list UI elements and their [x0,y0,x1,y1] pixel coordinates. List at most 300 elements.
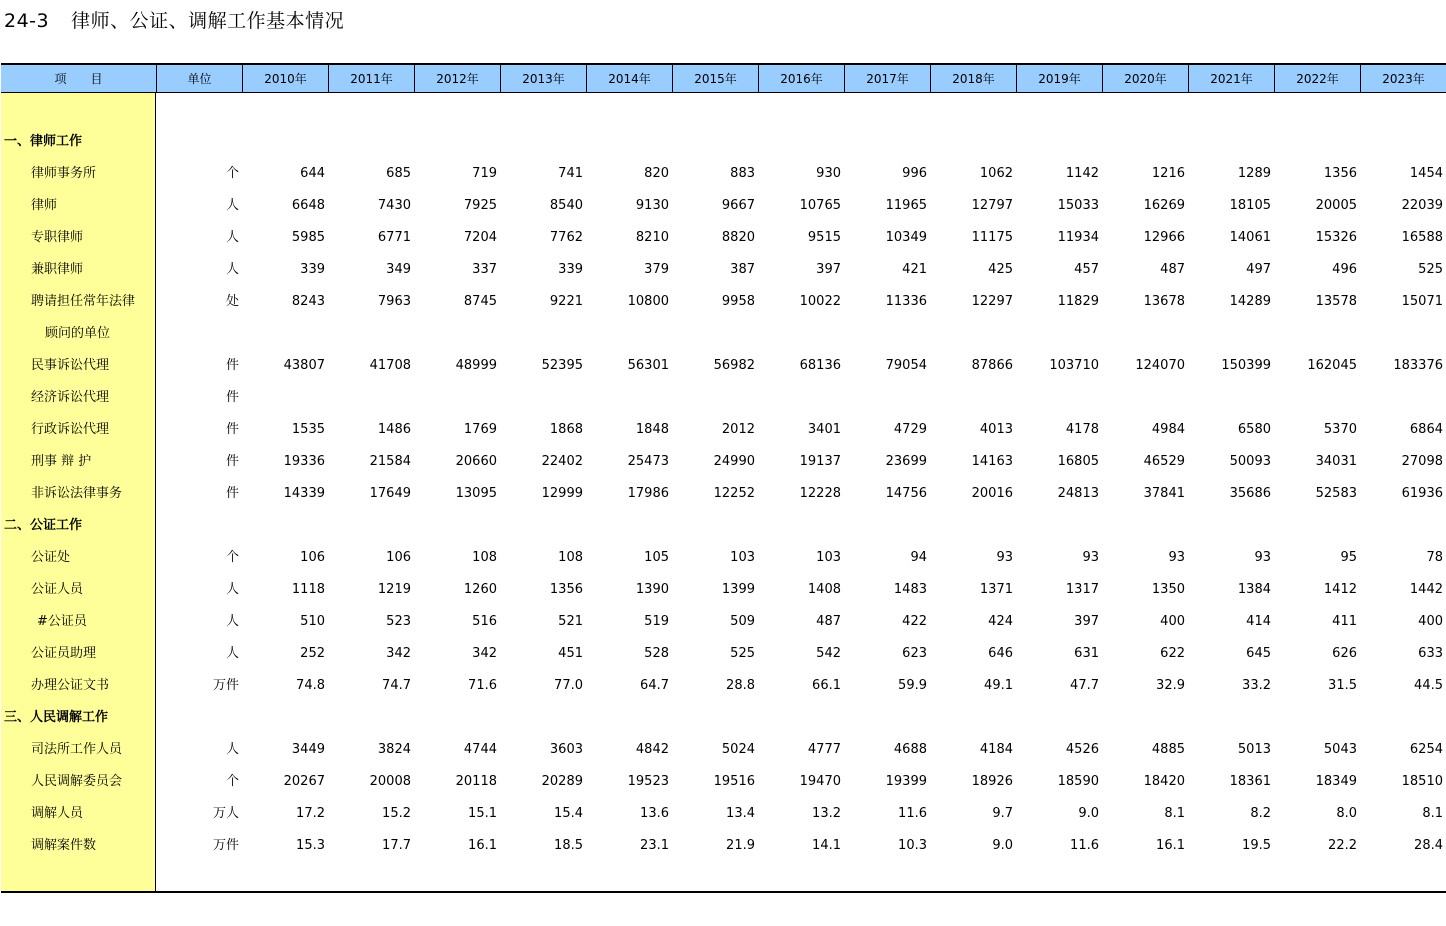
row-value: 525 [1418,262,1443,277]
row-value: 20267 [283,774,325,789]
row-value: 5024 [721,742,755,757]
row-value: 4744 [463,742,497,757]
row-value: 74.8 [296,678,325,693]
header-year: 2016年 [758,65,844,93]
row-value: 19399 [885,774,927,789]
row-value: 18105 [1229,198,1271,213]
row-value: 1769 [463,422,497,437]
row-value: 14756 [885,486,927,501]
section-row [1,510,1446,542]
row-value: 74.7 [382,678,411,693]
header-year: 2021年 [1188,65,1274,93]
row-value: 645 [1246,646,1271,661]
row-value: 6864 [1409,422,1443,437]
table-row [1,478,1446,510]
header-year: 2018年 [930,65,1016,93]
row-value: 3401 [807,422,841,437]
row-value: 8820 [721,230,755,245]
row-value: 7963 [377,294,411,309]
table-row [1,190,1446,222]
row-value: 18.5 [554,838,583,853]
row-value: 103710 [1049,358,1099,373]
header-year: 2010年 [242,65,328,93]
row-value: 1454 [1409,166,1443,181]
row-value: 379 [644,262,669,277]
row-unit: 人 [225,742,239,757]
row-value: 9221 [549,294,583,309]
row-value: 1384 [1237,582,1271,597]
row-value: 8.1 [1164,806,1185,821]
row-unit: 人 [225,230,239,245]
table-row [1,222,1446,254]
row-value: 3603 [549,742,583,757]
row-value: 685 [386,166,411,181]
row-value: 542 [816,646,841,661]
row-value: 17649 [369,486,411,501]
row-value: 3449 [291,742,325,757]
row-value: 12797 [971,198,1013,213]
row-value: 19137 [799,454,841,469]
row-value: 1535 [291,422,325,437]
row-value: 32.9 [1156,678,1185,693]
data-table [1,63,1446,893]
row-value: 21584 [369,454,411,469]
row-value: 28.8 [726,678,755,693]
row-value: 103 [730,550,755,565]
row-value: 1350 [1151,582,1185,597]
row-value: 626 [1332,646,1357,661]
row-value: 8.0 [1336,806,1357,821]
row-unit: 个 [225,774,239,789]
row-value: 4842 [635,742,669,757]
row-value: 43807 [283,358,325,373]
section-label: 一、律师工作 [4,134,83,149]
row-value: 424 [988,614,1013,629]
row-value: 15326 [1315,230,1357,245]
row-value: 106 [386,550,411,565]
row-value: 14163 [971,454,1013,469]
row-value: 397 [816,262,841,277]
row-value: 12252 [713,486,755,501]
row-value: 1356 [1323,166,1357,181]
row-value: 411 [1332,614,1357,629]
row-value: 71.6 [468,678,497,693]
row-label: 司法所工作人员 [31,742,123,757]
row-value: 103 [816,550,841,565]
table-row [1,766,1446,798]
row-value: 16805 [1057,454,1099,469]
row-value: 9667 [721,198,755,213]
row-value: 7204 [463,230,497,245]
row-value: 41708 [369,358,411,373]
row-value: 15033 [1057,198,1099,213]
row-value: 10765 [799,198,841,213]
table-number: 24-3 [4,10,50,32]
row-value: 24990 [713,454,755,469]
row-value: 523 [386,614,411,629]
row-label: 非诉讼法律事务 [31,486,123,501]
section-label: 三、人民调解工作 [4,710,109,725]
row-value: 18926 [971,774,1013,789]
row-value: 24813 [1057,486,1099,501]
row-label: 律师事务所 [31,166,97,181]
row-value: 4777 [807,742,841,757]
row-value: 34031 [1315,454,1357,469]
row-unit: 个 [225,166,239,181]
row-value: 1216 [1151,166,1185,181]
row-value: 5985 [291,230,325,245]
row-value: 11965 [885,198,927,213]
row-value: 106 [300,550,325,565]
row-value: 22039 [1401,198,1443,213]
row-unit: 人 [225,198,239,213]
row-value: 400 [1418,614,1443,629]
row-value: 56301 [627,358,669,373]
header-year: 2012年 [414,65,500,93]
header-year: 2017年 [844,65,930,93]
row-value: 78 [1426,550,1443,565]
table-row [1,446,1446,478]
row-value: 4013 [979,422,1013,437]
row-value: 14061 [1229,230,1271,245]
row-value: 95 [1340,550,1357,565]
row-value: 12228 [799,486,841,501]
row-value: 87866 [971,358,1013,373]
row-label: #公证员 [37,614,87,629]
table-row [1,318,1446,350]
row-value: 421 [902,262,927,277]
row-value: 17986 [627,486,669,501]
row-value: 108 [558,550,583,565]
row-value: 93 [1082,550,1099,565]
row-unit: 万件 [212,838,239,853]
row-unit: 件 [225,422,239,437]
row-label: 兼职律师 [31,262,84,277]
row-value: 1260 [463,582,497,597]
row-value: 150399 [1221,358,1271,373]
row-value: 510 [300,614,325,629]
row-value: 12999 [541,486,583,501]
row-value: 451 [558,646,583,661]
row-value: 400 [1160,614,1185,629]
row-unit: 万件 [212,678,239,693]
row-value: 497 [1246,262,1271,277]
row-value: 623 [902,646,927,661]
row-value: 1399 [721,582,755,597]
row-value: 4729 [893,422,927,437]
row-value: 16.1 [1156,838,1185,853]
row-label: 律师 [31,198,58,213]
row-value: 61936 [1401,486,1443,501]
row-label: 民事诉讼代理 [31,358,110,373]
header-year: 2020年 [1102,65,1188,93]
row-value: 1118 [291,582,325,597]
row-value: 8243 [291,294,325,309]
header-year: 2013年 [500,65,586,93]
row-value: 1486 [377,422,411,437]
row-value: 19336 [283,454,325,469]
table-title: 律师、公证、调解工作基本情况 [71,10,345,32]
row-value: 525 [730,646,755,661]
table-row [1,286,1446,318]
row-value: 37841 [1143,486,1185,501]
row-value: 22402 [541,454,583,469]
row-value: 1848 [635,422,669,437]
row-value: 16269 [1143,198,1185,213]
row-value: 9.7 [992,806,1013,821]
row-unit: 万人 [212,806,239,821]
row-value: 519 [644,614,669,629]
row-value: 1289 [1237,166,1271,181]
row-value: 18361 [1229,774,1271,789]
row-value: 9958 [721,294,755,309]
row-value: 14339 [283,486,325,501]
row-value: 719 [472,166,497,181]
row-value: 397 [1074,614,1099,629]
row-value: 8210 [635,230,669,245]
header-year: 2015年 [672,65,758,93]
row-value: 47.7 [1070,678,1099,693]
row-value: 18349 [1315,774,1357,789]
row-unit: 件 [225,454,239,469]
section-row [1,702,1446,734]
row-unit: 件 [225,358,239,373]
table-row [1,254,1446,286]
row-value: 23699 [885,454,927,469]
row-value: 20289 [541,774,583,789]
row-unit: 人 [225,582,239,597]
table-row [1,734,1446,766]
row-label: 调解案件数 [31,838,97,853]
row-label: 行政诉讼代理 [31,422,110,437]
row-value: 16.1 [468,838,497,853]
row-value: 339 [300,262,325,277]
row-value: 93 [1254,550,1271,565]
table-row [1,158,1446,190]
row-value: 3824 [377,742,411,757]
row-value: 11.6 [1070,838,1099,853]
table-bottom-border [1,891,1446,893]
row-unit: 处 [225,294,239,309]
row-value: 93 [1168,550,1185,565]
row-value: 487 [816,614,841,629]
row-label: 聘请担任常年法律 [31,294,136,309]
row-unit: 人 [225,646,239,661]
row-value: 11829 [1057,294,1099,309]
row-value: 7925 [463,198,497,213]
row-value: 22.2 [1328,838,1357,853]
header-year: 2019年 [1016,65,1102,93]
row-value: 646 [988,646,1013,661]
row-value: 10022 [799,294,841,309]
row-label: 人民调解委员会 [31,774,123,789]
row-unit: 人 [225,614,239,629]
row-value: 349 [386,262,411,277]
row-value: 342 [472,646,497,661]
row-value: 25473 [627,454,669,469]
row-value: 13.6 [640,806,669,821]
row-value: 20016 [971,486,1013,501]
row-value: 1142 [1065,166,1099,181]
row-unit: 人 [225,262,239,277]
row-value: 4688 [893,742,927,757]
row-value: 9.0 [992,838,1013,853]
row-unit: 件 [225,486,239,501]
row-value: 48999 [455,358,497,373]
row-value: 19516 [713,774,755,789]
row-value: 35686 [1229,486,1271,501]
row-value: 342 [386,646,411,661]
row-value: 8540 [549,198,583,213]
row-value: 108 [472,550,497,565]
table-row [1,638,1446,670]
row-value: 13678 [1143,294,1185,309]
row-value: 339 [558,262,583,277]
row-value: 9515 [807,230,841,245]
row-value: 15.4 [554,806,583,821]
row-value: 18590 [1057,774,1099,789]
row-value: 4526 [1065,742,1099,757]
row-value: 14289 [1229,294,1271,309]
row-value: 5370 [1323,422,1357,437]
row-value: 20660 [455,454,497,469]
row-value: 387 [730,262,755,277]
row-value: 105 [644,550,669,565]
row-value: 8745 [463,294,497,309]
row-value: 496 [1332,262,1357,277]
row-value: 15.1 [468,806,497,821]
header-year: 2022年 [1274,65,1360,93]
row-value: 13095 [455,486,497,501]
row-label: 办理公证文书 [31,678,110,693]
row-value: 124070 [1135,358,1185,373]
row-value: 16588 [1401,230,1443,245]
row-value: 4178 [1065,422,1099,437]
row-value: 10349 [885,230,927,245]
row-value: 7762 [549,230,583,245]
row-value: 6254 [1409,742,1443,757]
row-value: 521 [558,614,583,629]
row-value: 6648 [291,198,325,213]
row-value: 21.9 [726,838,755,853]
row-value: 1371 [979,582,1013,597]
section-row [1,126,1446,158]
row-value: 516 [472,614,497,629]
row-label: 经济诉讼代理 [31,390,110,405]
row-value: 20005 [1315,198,1357,213]
row-label: 调解人员 [31,806,84,821]
row-value: 12966 [1143,230,1185,245]
row-label: 刑事 辩 护 [31,454,92,469]
row-label: 公证人员 [31,582,84,597]
row-value: 422 [902,614,927,629]
row-value: 11934 [1057,230,1099,245]
row-label: 公证员助理 [31,646,97,661]
row-value: 20118 [455,774,497,789]
header-year: 2023年 [1360,65,1446,93]
row-value: 94 [910,550,927,565]
row-unit: 件 [225,390,239,405]
row-value: 19523 [627,774,669,789]
row-value: 4984 [1151,422,1185,437]
row-value: 883 [730,166,755,181]
table-row [1,382,1446,414]
row-value: 49.1 [984,678,1013,693]
page-title [4,6,344,33]
table-row [1,798,1446,830]
row-value: 10800 [627,294,669,309]
row-value: 4885 [1151,742,1185,757]
row-value: 414 [1246,614,1271,629]
row-value: 31.5 [1328,678,1357,693]
row-value: 52583 [1315,486,1357,501]
header-unit: 单位 [156,65,242,93]
table-row [1,542,1446,574]
row-value: 1412 [1323,582,1357,597]
row-value: 622 [1160,646,1185,661]
row-value: 13578 [1315,294,1357,309]
row-value: 487 [1160,262,1185,277]
section-label: 二、公证工作 [4,518,83,533]
row-value: 930 [816,166,841,181]
row-value: 1219 [377,582,411,597]
row-value: 183376 [1393,358,1443,373]
row-value: 20008 [369,774,411,789]
header-year: 2011年 [328,65,414,93]
header-item: 项 目 [54,72,103,86]
row-value: 996 [902,166,927,181]
row-value: 15071 [1401,294,1443,309]
row-value: 19.5 [1242,838,1271,853]
row-value: 6771 [377,230,411,245]
row-value: 1317 [1065,582,1099,597]
row-value: 457 [1074,262,1099,277]
row-value: 13.2 [812,806,841,821]
row-value: 50093 [1229,454,1271,469]
table-row [1,606,1446,638]
row-value: 18510 [1401,774,1443,789]
row-value: 252 [300,646,325,661]
row-value: 1062 [979,166,1013,181]
row-value: 79054 [885,358,927,373]
row-value: 2012 [721,422,755,437]
table-row [1,414,1446,446]
row-value: 46529 [1143,454,1185,469]
row-value: 633 [1418,646,1443,661]
row-unit: 个 [225,550,239,565]
row-value: 1390 [635,582,669,597]
row-value: 23.1 [640,838,669,853]
row-value: 8.1 [1422,806,1443,821]
row-value: 1408 [807,582,841,597]
row-value: 425 [988,262,1013,277]
table-row [1,670,1446,702]
row-value: 59.9 [898,678,927,693]
row-value: 1483 [893,582,927,597]
row-value: 19470 [799,774,841,789]
row-value: 44.5 [1414,678,1443,693]
row-value: 820 [644,166,669,181]
header-year: 2014年 [586,65,672,93]
row-value: 15.3 [296,838,325,853]
row-value: 11336 [885,294,927,309]
row-value: 1356 [549,582,583,597]
row-value: 7430 [377,198,411,213]
row-value: 10.3 [898,838,927,853]
table-header [1,63,1446,93]
row-value: 8.2 [1250,806,1271,821]
row-value: 1442 [1409,582,1443,597]
